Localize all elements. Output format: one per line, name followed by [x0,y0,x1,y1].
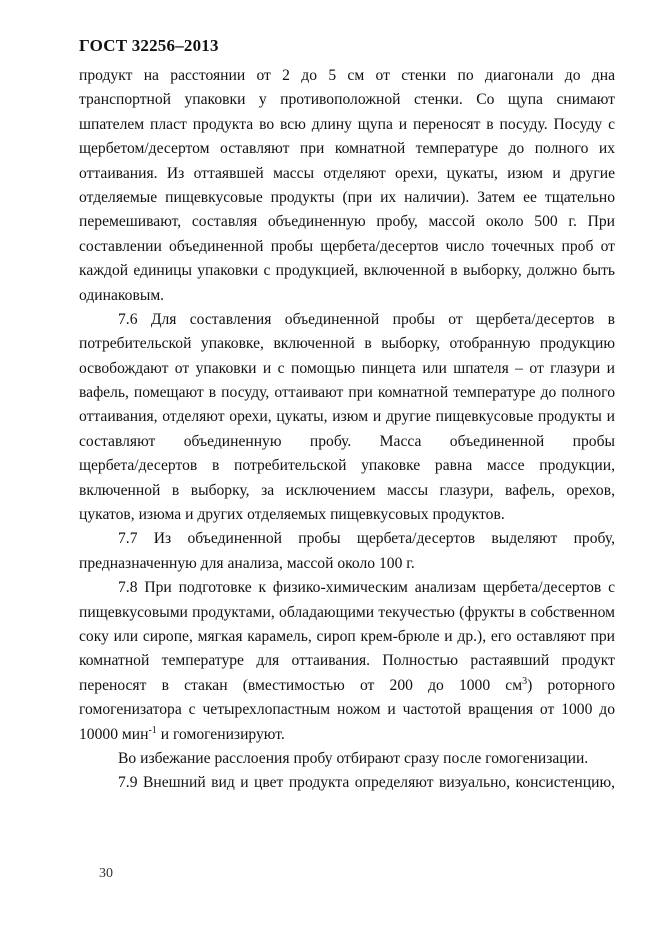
text-line: соку или сиропе, мягкая карамель, сироп крем-брюле и др.), его оставляют при [79,627,615,645]
text-fragment: ) роторного [527,676,615,694]
text-line: перемешивают, составляя объединенную пробу, массой около 500 г. При [79,213,615,231]
text-line: оттаивания. Из оттаявшей массы отделяют орехи, цукаты, изюм и другие [79,164,615,182]
text-line: щербетом/десертом оставляют при комнатной температуре до полного их [79,140,615,158]
superscript: 3 [522,675,528,687]
paragraph-7-7-first-line: 7.7 Из объединенной пробы щербета/десертов выделяют пробу, [118,530,615,548]
text-line [79,674,615,698]
body-text [79,64,615,796]
text-line [79,723,615,747]
text-line: оттаивания, отделяют орехи, цукаты, изюм и другие пищевкусовые продукты и [79,408,615,426]
text-line: составляют объединенную пробу. Масса объединенной пробы [79,432,615,450]
text-line: потребительской упаковке, включенной в выборку, отобранную продукцию [79,335,615,353]
text-line: вафель, помещают в посуду, оттаивают при комнатной температуре до полного [79,384,615,402]
text-line: транспортной упаковки у противоположной стенки. Со щупа снимают [79,91,615,109]
text-line: шпателем пласт продукта во всю длину щупа и переносят в посуду. Посуду с [79,115,615,133]
text-line: каждой единицы упаковки с продукцией, включенной в выборку, должно быть [79,262,615,280]
paragraph-7-8-first-line: 7.8 При подготовке к физико-химическим анализам щербета/десертов с [118,579,615,597]
text-line: отделяемые пищевкусовые продукты (при их наличии). Затем ее тщательно [79,188,615,206]
paragraph-note-line: Во избежание расслоения пробу отбирают сразу после гомогенизации. [118,749,589,767]
superscript: -1 [148,724,157,736]
text-line: предназначенную для анализа, массой около 100 г. [79,554,415,572]
standard-header: ГОСТ 32256–2013 [79,36,219,55]
paragraph-7-9-first-line: 7.9 Внешний вид и цвет продукта определяют визуально, консистенцию, [118,774,615,792]
page-number: 30 [99,866,113,881]
text-line: щербета/десертов в потребительской упаковке равна массе продукции, [79,457,615,475]
text-line: включенной в выборку, за исключением массы глазури, вафель, орехов, [79,481,615,499]
text-line: одинаковым. [79,286,165,304]
text-line: пищевкусовыми продуктами, обладающими текучестью (фрукты в собственном [79,603,615,621]
text-line: цукатов, изюма и других отделяемых пищевкусовых продуктов. [79,506,505,524]
text-line: составлении объединенной пробы щербета/десертов число точечных проб от [79,237,615,255]
text-fragment: переносят в стакан (вместимостью от 200 до 1000 см [79,676,523,694]
text-fragment: и гомогенизируют. [156,725,285,743]
paragraph-7-6-first-line: 7.6 Для составления объединенной пробы от щербета/десертов в [118,310,615,328]
text-line: комнатной температуре для оттаивания. Полностью растаявший продукт [79,652,615,670]
text-fragment: 10000 мин [79,725,149,743]
text-line: продукт на расстоянии от 2 до 5 см от стенки по диагонали до дна [79,67,615,84]
text-line: освобождают от упаковки и с помощью пинцета или шпателя – от глазури и [79,359,615,377]
text-line: гомогенизатора с четырехлопастным ножом и частотой вращения от 1000 до [79,701,615,719]
